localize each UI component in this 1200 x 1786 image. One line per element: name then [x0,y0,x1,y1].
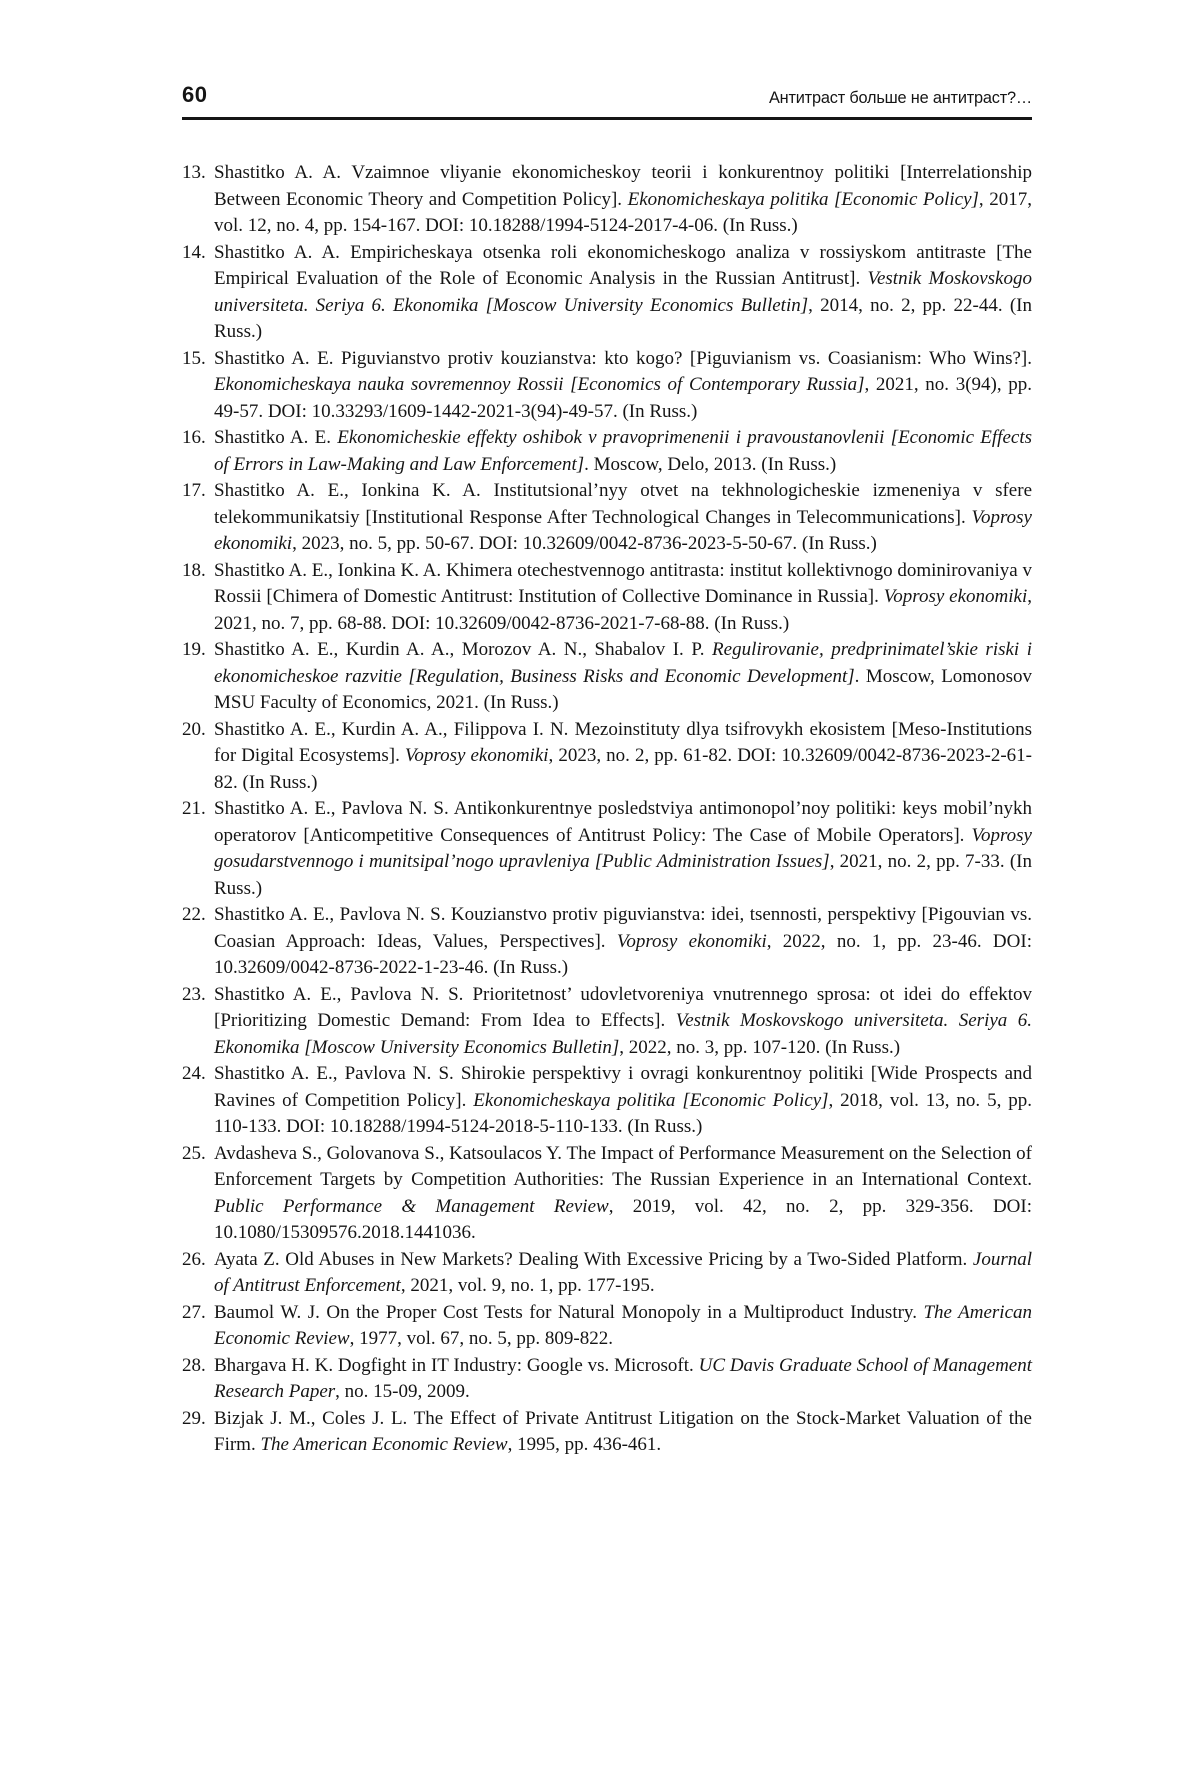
reference-list [182,160,1032,1459]
reference-text: Shastitko A. E., Kurdin A. A., Filippova I. N. Mezoinstituty dlya tsifrovykh ekosistem [Meso-Institutions for Digital Ecosystems]. Voprosy ekonomiki, 2023, no. 2, pp. 61-82. DOI: 10.32609/0042-8736-2023-2-61-82. (In Russ.) [214,718,1032,793]
reference-number: 29. [182,1407,206,1429]
reference-text: Shastitko A. E., Pavlova N. S. Antikonkurentnye posledstviya antimonopol’noy politiki: keys mobil’nykh operatorov [Anticompetitive Consequences of Antitrust Policy: The Case of Mobile Operators]. Voprosy gosudarstvennogo i munitsipal’nogo upravleniya [Public Administration Issues], 2021, no. 2, pp. 7-33. (In Russ.) [214,798,1032,899]
reference-text: Shastitko A. E. Ekonomicheskie effekty oshibok v pravoprimenenii i pravoustanovlenii [Economic Effects of Errors in Law-Making and Law Enforcement]. Moscow, Delo, 2013. (In Russ.) [214,427,1033,475]
reference-entry [182,1406,1032,1459]
reference-text: Shastitko A. E., Ionkina K. A. Institutsional’nyy otvet na tekhnologicheskie izmeneniya v sfere telekommunikatsiy [Institutional Response After Technological Changes in Telecommunications]. Voprosy ekonomiki, 2023, no. 5, pp. 50-67. DOI: 10.32609/0042-8736-2023-5-50-67. (In Russ.) [214,480,1032,554]
reference-text: Bizjak J. M., Coles J. L. The Effect of Private Antitrust Litigation on the Stock-Market Valuation of the Firm. The American Economic Review, 1995, pp. 436-461. [214,1407,1032,1455]
running-title: Антитраст больше не антитраст?… [768,88,1032,107]
reference-number: 15. [182,347,206,369]
reference-number: 25. [182,1142,206,1164]
reference-entry [182,1141,1032,1247]
reference-number: 13. [182,162,206,183]
reference-number: 17. [182,480,206,501]
reference-number: 24. [182,1063,206,1084]
reference-number: 22. [182,904,206,925]
reference-entry [182,1300,1032,1353]
reference-entry [182,1247,1032,1300]
reference-number: 19. [182,639,206,660]
reference-text: Shastitko A. E., Ionkina K. A. Khimera otechestvennogo antitrasta: institut kollektivnogo dominirovaniya v Rossii [Chimera of Domestic Antitrust: Institution of Collective Dominance in Russia]. Voprosy ekonomiki, 2021, no. 7, pp. 68-88. DOI: 10.32609/0042-8736-2021-7-68-88. (In Russ.) [214,559,1032,634]
reference-text: Ayata Z. Old Abuses in New Markets? Dealing With Excessive Pricing by a Two-Sided Platform. Journal of Antitrust Enforcement, 2021, vol. 9, no. 1, pp. 177-195. [214,1248,1032,1296]
reference-entry [182,558,1032,638]
reference-number: 26. [182,1248,206,1270]
reference-number: 21. [182,798,206,819]
reference-entry [182,982,1032,1062]
page-number: 60 [182,82,208,107]
reference-number: 23. [182,983,206,1005]
reference-text: Shastitko A. E., Pavlova N. S. Prioritetnost’ udovletvoreniya vnutrennego sprosa: ot idei do effektov [Prioritizing Domestic Demand: From Idea to Effects]. Vestnik Moskovskogo universiteta. Seriya 6. Ekonomika [Moscow University Economics Bulletin], 2022, no. 3, pp. 107-120. (In Russ.) [214,983,1032,1058]
reference-text: Shastitko A. E. Piguvianstvo protiv kouzianstva: kto kogo? [Piguvianism vs. Coasianism: Who Wins?]. Ekonomicheskaya nauka sovremennoy Rossii [Economics of Contemporary Russia], 2021, no. 3(94), pp. 49-57. DOI: 10.33293/1609-1442-2021-3(94)-49-57. (In Russ.) [214,347,1032,422]
reference-entry [182,478,1032,558]
reference-entry [182,160,1032,240]
reference-entry [182,902,1032,982]
reference-text: Avdasheva S., Golovanova S., Katsoulacos Y. The Impact of Performance Measurement on the Selection of Enforcement Targets by Competition Authorities: The Russian Experience in an International Context. Public Performance & Management Review, 2019, vol. 42, no. 2, pp. 329-356. DOI: 10.1080/15309576.2018.1441036. [214,1142,1033,1243]
reference-entry [182,240,1032,346]
reference-number: 28. [182,1354,206,1376]
reference-entry [182,1353,1032,1406]
reference-number: 14. [182,241,206,263]
reference-number: 16. [182,427,206,448]
reference-entry [182,346,1032,426]
reference-entry [182,717,1032,797]
reference-number: 27. [182,1301,206,1323]
reference-text: Baumol W. J. On the Proper Cost Tests for Natural Monopoly in a Multiproduct Industry. The American Economic Review, 1977, vol. 67, no. 5, pp. 809-822. [214,1301,1032,1349]
reference-text: Bhargava H. K. Dogfight in IT Industry: Google vs. Microsoft. UC Davis Graduate School of Management Research Paper, no. 15-09, 2009. [214,1354,1032,1402]
reference-entry [182,425,1032,478]
reference-text: Shastitko A. E., Pavlova N. S. Kouzianstvo protiv piguvianstva: idei, tsennosti, perspektivy [Pigouvian vs. Coasian Approach: Ideas, Values, Perspectives]. Voprosy ekonomiki, 2022, no. 1, pp. 23-46. DOI: 10.32609/0042-8736-2022-1-23-46. (In Russ.) [214,904,1032,978]
reference-entry [182,637,1032,717]
reference-text: Shastitko A. E., Pavlova N. S. Shirokie perspektivy i ovragi konkurentnoy politiki [Wide Prospects and Ravines of Competition Policy]. Ekonomicheskaya politika [Economic Policy], 2018, vol. 13, no. 5, pp. 110-133. DOI: 10.18288/1994-5124-2018-5-110-133. (In Russ.) [214,1063,1032,1137]
reference-number: 18. [182,559,206,581]
reference-number: 20. [182,718,206,740]
reference-entry [182,796,1032,902]
reference-text: Shastitko A. E., Kurdin A. A., Morozov A. N., Shabalov I. P. Regulirovanie, predprinimatel’skie riski i ekonomicheskoe razvitie [Regulation, Business Risks and Economic Development]. Moscow, Lomonosov MSU Faculty of Economics, 2021. (In Russ.) [214,639,1032,713]
reference-text: Shastitko A. A. Vzaimnoe vliyanie ekonomicheskoy teorii i konkurentnoy politiki [Interrelationship Between Economic Theory and Competition Policy]. Ekonomicheskaya politika [Economic Policy], 2017, vol. 12, no. 4, pp. 154-167. DOI: 10.18288/1994-5124-2017-4-06. (In Russ.) [214,162,1033,236]
page-header [182,84,1032,106]
reference-text: Shastitko A. A. Empiricheskaya otsenka roli ekonomicheskogo analiza v rossiyskom antitraste [The Empirical Evaluation of the Role of Economic Analysis in the Russian Antitrust]. Vestnik Moskovskogo universiteta. Seriya 6. Ekonomika [Moscow University Economics Bulletin], 2014, no. 2, pp. 22-44. (In Russ.) [214,241,1032,342]
header-rule [182,117,1032,120]
reference-entry [182,1061,1032,1141]
